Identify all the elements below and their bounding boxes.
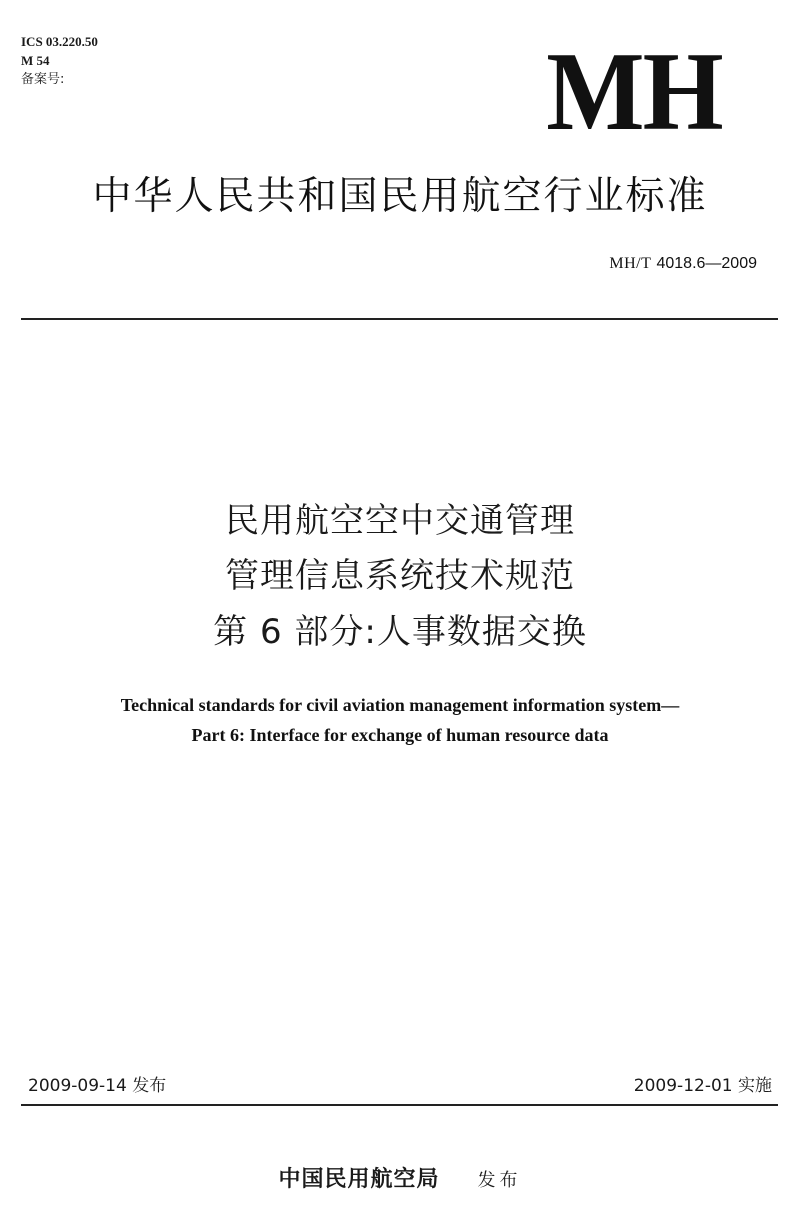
issuer-action: 发布	[477, 1170, 522, 1191]
category-code: M 54	[21, 53, 50, 68]
english-title-line-1: Technical standards for civil aviation management information system—	[120, 695, 680, 715]
document-title-line-3: 第 6 部分:人事数据交换	[213, 612, 587, 652]
standard-number-prefix: MH/T	[609, 255, 652, 272]
filing-number-label: 备案号:	[21, 72, 65, 87]
standard-type-title: 中华人民共和国民用航空行业标准	[92, 174, 708, 219]
bottom-divider	[21, 1104, 778, 1106]
document-title-line-1: 民用航空空中交通管理	[225, 501, 575, 541]
mh-standard-logo: MH	[546, 30, 722, 154]
document-title-line-2: 管理信息系统技术规范	[225, 556, 575, 596]
ics-code: ICS 03.220.50	[21, 34, 98, 49]
top-divider	[21, 318, 778, 320]
standard-number-value: 4018.6—2009	[656, 255, 757, 272]
publish-date: 2009-09-14 发布	[28, 1076, 167, 1096]
issuer-organization: 中国民用航空局	[278, 1166, 440, 1192]
standard-number	[609, 252, 757, 275]
english-title-line-2: Part 6: Interface for exchange of human resource data	[191, 725, 609, 745]
effective-date: 2009-12-01 实施	[633, 1076, 772, 1096]
issuing-authority	[0, 1164, 800, 1196]
classification-block	[21, 32, 98, 89]
